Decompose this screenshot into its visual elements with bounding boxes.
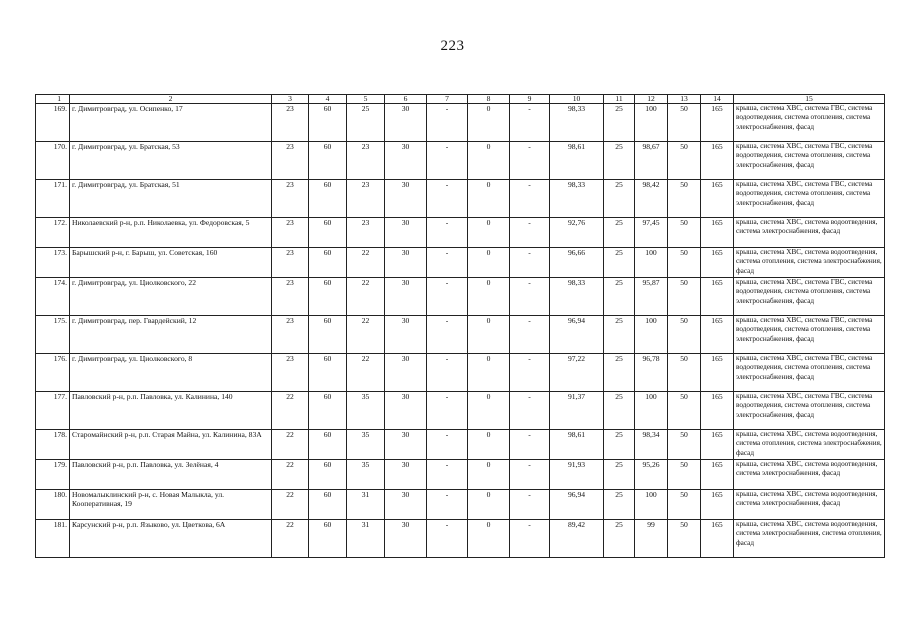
table-header-row bbox=[36, 95, 885, 104]
value-cell: 50 bbox=[668, 278, 701, 316]
works-cell: крыша, система ХВС, система ГВС, система водоотведения, система отопления, система электроснабжения, фасад bbox=[734, 316, 885, 354]
value-cell: 60 bbox=[309, 520, 347, 558]
value-cell: 50 bbox=[668, 142, 701, 180]
table-row bbox=[36, 520, 885, 558]
value-cell: 96,94 bbox=[550, 316, 604, 354]
value-cell: 91,37 bbox=[550, 392, 604, 430]
value-cell: - bbox=[510, 180, 550, 218]
value-cell: 91,93 bbox=[550, 460, 604, 490]
works-cell: крыша, система ХВС, система ГВС, система водоотведения, система отопления, система электроснабжения, фасад bbox=[734, 142, 885, 180]
value-cell: 165 bbox=[701, 460, 734, 490]
value-cell: - bbox=[427, 354, 468, 392]
value-cell: 165 bbox=[701, 278, 734, 316]
value-cell: 96,94 bbox=[550, 490, 604, 520]
value-cell: 60 bbox=[309, 218, 347, 248]
value-cell: 25 bbox=[604, 218, 635, 248]
works-cell: крыша, система ХВС, система водоотведения, система отопления, система электроснабжения, фасад bbox=[734, 430, 885, 460]
table-row bbox=[36, 142, 885, 180]
value-cell: 0 bbox=[468, 218, 510, 248]
value-cell: 98,61 bbox=[550, 142, 604, 180]
value-cell: 23 bbox=[272, 104, 309, 142]
address-cell: г. Димитровград, ул. Циолковского, 8 bbox=[70, 354, 272, 392]
value-cell: 92,76 bbox=[550, 218, 604, 248]
buildings-table bbox=[35, 94, 885, 558]
page-number: 223 bbox=[440, 38, 465, 54]
value-cell: 96,66 bbox=[550, 248, 604, 278]
value-cell: 0 bbox=[468, 392, 510, 430]
value-cell: - bbox=[427, 180, 468, 218]
value-cell: 98,34 bbox=[635, 430, 668, 460]
value-cell: - bbox=[427, 316, 468, 354]
value-cell: 25 bbox=[604, 460, 635, 490]
value-cell: 31 bbox=[347, 520, 385, 558]
table-row bbox=[36, 430, 885, 460]
value-cell: 25 bbox=[604, 354, 635, 392]
value-cell: 30 bbox=[385, 490, 427, 520]
column-header: 3 bbox=[272, 95, 309, 104]
value-cell: 35 bbox=[347, 430, 385, 460]
column-header: 13 bbox=[668, 95, 701, 104]
works-cell: крыша, система ХВС, система водоотведения, система электроснабжения, система отопления, фасад bbox=[734, 520, 885, 558]
column-header: 6 bbox=[385, 95, 427, 104]
value-cell: 89,42 bbox=[550, 520, 604, 558]
value-cell: 30 bbox=[385, 104, 427, 142]
value-cell: 96,78 bbox=[635, 354, 668, 392]
value-cell: 100 bbox=[635, 248, 668, 278]
table-row bbox=[36, 180, 885, 218]
value-cell: 60 bbox=[309, 460, 347, 490]
value-cell: 0 bbox=[468, 104, 510, 142]
table-row bbox=[36, 460, 885, 490]
address-cell: Старомайнский р-н, р.п. Старая Майна, ул. Калинина, 83А bbox=[70, 430, 272, 460]
value-cell: 165 bbox=[701, 248, 734, 278]
works-cell: крыша, система ХВС, система ГВС, система водоотведения, система отопления, система электроснабжения, фасад bbox=[734, 180, 885, 218]
value-cell: 98,42 bbox=[635, 180, 668, 218]
value-cell: 30 bbox=[385, 460, 427, 490]
table-row bbox=[36, 104, 885, 142]
value-cell: 98,61 bbox=[550, 430, 604, 460]
value-cell: 25 bbox=[604, 248, 635, 278]
value-cell: 25 bbox=[604, 490, 635, 520]
value-cell: - bbox=[427, 392, 468, 430]
value-cell: 25 bbox=[604, 316, 635, 354]
value-cell: 25 bbox=[604, 278, 635, 316]
value-cell: 0 bbox=[468, 430, 510, 460]
column-header: 12 bbox=[635, 95, 668, 104]
address-cell: Павловский р-н, р.п. Павловка, ул. Калинина, 140 bbox=[70, 392, 272, 430]
value-cell: 31 bbox=[347, 490, 385, 520]
value-cell: 60 bbox=[309, 180, 347, 218]
value-cell: - bbox=[427, 460, 468, 490]
value-cell: 23 bbox=[272, 248, 309, 278]
value-cell: 50 bbox=[668, 392, 701, 430]
value-cell: 22 bbox=[347, 248, 385, 278]
value-cell: 165 bbox=[701, 316, 734, 354]
value-cell: - bbox=[427, 248, 468, 278]
value-cell: 100 bbox=[635, 104, 668, 142]
column-header: 5 bbox=[347, 95, 385, 104]
value-cell: - bbox=[510, 142, 550, 180]
value-cell: 100 bbox=[635, 392, 668, 430]
value-cell: 50 bbox=[668, 218, 701, 248]
column-header: 10 bbox=[550, 95, 604, 104]
value-cell: - bbox=[510, 430, 550, 460]
value-cell: 35 bbox=[347, 460, 385, 490]
value-cell: 22 bbox=[347, 278, 385, 316]
value-cell: 25 bbox=[347, 104, 385, 142]
value-cell: - bbox=[510, 490, 550, 520]
value-cell: 23 bbox=[347, 142, 385, 180]
row-number: 170. bbox=[36, 142, 70, 180]
value-cell: 25 bbox=[604, 142, 635, 180]
row-number: 181. bbox=[36, 520, 70, 558]
table-row bbox=[36, 316, 885, 354]
value-cell: - bbox=[427, 218, 468, 248]
works-cell: крыша, система ХВС, система ГВС, система водоотведения, система отопления, система электроснабжения, фасад bbox=[734, 354, 885, 392]
value-cell: 165 bbox=[701, 354, 734, 392]
value-cell: 30 bbox=[385, 180, 427, 218]
value-cell: 50 bbox=[668, 460, 701, 490]
value-cell: - bbox=[427, 490, 468, 520]
value-cell: 99 bbox=[635, 520, 668, 558]
value-cell: 23 bbox=[272, 218, 309, 248]
value-cell: - bbox=[427, 520, 468, 558]
row-number: 177. bbox=[36, 392, 70, 430]
value-cell: 30 bbox=[385, 218, 427, 248]
value-cell: 23 bbox=[347, 180, 385, 218]
column-header: 4 bbox=[309, 95, 347, 104]
value-cell: 25 bbox=[604, 430, 635, 460]
value-cell: 50 bbox=[668, 180, 701, 218]
value-cell: 0 bbox=[468, 354, 510, 392]
value-cell: 60 bbox=[309, 316, 347, 354]
value-cell: 25 bbox=[604, 520, 635, 558]
value-cell: 60 bbox=[309, 142, 347, 180]
value-cell: 35 bbox=[347, 392, 385, 430]
address-cell: г. Димитровград, ул. Братская, 51 bbox=[70, 180, 272, 218]
address-cell: Николаевский р-н, р.п. Николаевка, ул. Федоровская, 5 bbox=[70, 218, 272, 248]
value-cell: 25 bbox=[604, 104, 635, 142]
value-cell: 30 bbox=[385, 392, 427, 430]
value-cell: 0 bbox=[468, 490, 510, 520]
row-number: 180. bbox=[36, 490, 70, 520]
value-cell: 100 bbox=[635, 490, 668, 520]
column-header: 9 bbox=[510, 95, 550, 104]
value-cell: - bbox=[427, 278, 468, 316]
value-cell: 60 bbox=[309, 354, 347, 392]
value-cell: - bbox=[510, 392, 550, 430]
value-cell: 50 bbox=[668, 490, 701, 520]
value-cell: 98,33 bbox=[550, 180, 604, 218]
column-header: 7 bbox=[427, 95, 468, 104]
value-cell: 165 bbox=[701, 392, 734, 430]
value-cell: 165 bbox=[701, 180, 734, 218]
row-number: 173. bbox=[36, 248, 70, 278]
row-number: 179. bbox=[36, 460, 70, 490]
value-cell: - bbox=[510, 354, 550, 392]
value-cell: 23 bbox=[272, 278, 309, 316]
value-cell: - bbox=[510, 278, 550, 316]
value-cell: 23 bbox=[347, 218, 385, 248]
value-cell: 25 bbox=[604, 392, 635, 430]
row-number: 171. bbox=[36, 180, 70, 218]
value-cell: 23 bbox=[272, 142, 309, 180]
value-cell: 165 bbox=[701, 218, 734, 248]
address-cell: Новомалыклинский р-н, с. Новая Малыкла, ул. Кооперативная, 19 bbox=[70, 490, 272, 520]
value-cell: 50 bbox=[668, 520, 701, 558]
value-cell: 30 bbox=[385, 520, 427, 558]
value-cell: 165 bbox=[701, 430, 734, 460]
value-cell: 0 bbox=[468, 248, 510, 278]
value-cell: 50 bbox=[668, 430, 701, 460]
value-cell: 50 bbox=[668, 316, 701, 354]
works-cell: крыша, система ХВС, система водоотведения, система электроснабжения, фасад bbox=[734, 218, 885, 248]
row-number: 169. bbox=[36, 104, 70, 142]
table-row bbox=[36, 490, 885, 520]
value-cell: - bbox=[510, 248, 550, 278]
value-cell: - bbox=[510, 316, 550, 354]
value-cell: 23 bbox=[272, 316, 309, 354]
address-cell: Павловский р-н, р.п. Павловка, ул. Зелёная, 4 bbox=[70, 460, 272, 490]
value-cell: 22 bbox=[272, 430, 309, 460]
row-number: 175. bbox=[36, 316, 70, 354]
value-cell: 23 bbox=[272, 180, 309, 218]
value-cell: 0 bbox=[468, 520, 510, 558]
value-cell: 98,67 bbox=[635, 142, 668, 180]
column-header: 2 bbox=[70, 95, 272, 104]
works-cell: крыша, система ХВС, система ГВС, система водоотведения, система отопления, система электроснабжения, фасад bbox=[734, 278, 885, 316]
address-cell: г. Димитровград, ул. Братская, 53 bbox=[70, 142, 272, 180]
value-cell: 60 bbox=[309, 104, 347, 142]
value-cell: 97,22 bbox=[550, 354, 604, 392]
row-number: 176. bbox=[36, 354, 70, 392]
value-cell: - bbox=[427, 430, 468, 460]
value-cell: 60 bbox=[309, 278, 347, 316]
address-cell: г. Димитровград, ул. Циолковского, 22 bbox=[70, 278, 272, 316]
value-cell: 165 bbox=[701, 520, 734, 558]
value-cell: - bbox=[510, 520, 550, 558]
column-header: 11 bbox=[604, 95, 635, 104]
value-cell: 95,26 bbox=[635, 460, 668, 490]
value-cell: - bbox=[510, 460, 550, 490]
column-header: 15 bbox=[734, 95, 885, 104]
value-cell: 0 bbox=[468, 460, 510, 490]
value-cell: - bbox=[510, 104, 550, 142]
table-row bbox=[36, 218, 885, 248]
value-cell: 60 bbox=[309, 392, 347, 430]
value-cell: 165 bbox=[701, 142, 734, 180]
value-cell: 50 bbox=[668, 248, 701, 278]
value-cell: 22 bbox=[272, 392, 309, 430]
value-cell: 22 bbox=[272, 460, 309, 490]
value-cell: 50 bbox=[668, 104, 701, 142]
value-cell: 98,33 bbox=[550, 104, 604, 142]
table-row bbox=[36, 248, 885, 278]
table-row bbox=[36, 392, 885, 430]
works-cell: крыша, система ХВС, система водоотведения, система отопления, система электроснабжения, фасад bbox=[734, 248, 885, 278]
value-cell: 0 bbox=[468, 180, 510, 218]
column-header: 8 bbox=[468, 95, 510, 104]
value-cell: - bbox=[510, 218, 550, 248]
works-cell: крыша, система ХВС, система водоотведения, система электроснабжения, фасад bbox=[734, 490, 885, 520]
value-cell: 50 bbox=[668, 354, 701, 392]
value-cell: 30 bbox=[385, 316, 427, 354]
value-cell: 30 bbox=[385, 278, 427, 316]
value-cell: 23 bbox=[272, 354, 309, 392]
value-cell: 22 bbox=[347, 354, 385, 392]
value-cell: 22 bbox=[272, 520, 309, 558]
value-cell: 22 bbox=[272, 490, 309, 520]
value-cell: 97,45 bbox=[635, 218, 668, 248]
table-row bbox=[36, 278, 885, 316]
value-cell: 95,87 bbox=[635, 278, 668, 316]
works-cell: крыша, система ХВС, система водоотведения, система электроснабжения, фасад bbox=[734, 460, 885, 490]
value-cell: 100 bbox=[635, 316, 668, 354]
table-row bbox=[36, 354, 885, 392]
column-header: 1 bbox=[36, 95, 70, 104]
address-cell: Карсунский р-н, р.п. Языково, ул. Цветкова, 6А bbox=[70, 520, 272, 558]
value-cell: 30 bbox=[385, 430, 427, 460]
value-cell: 25 bbox=[604, 180, 635, 218]
row-number: 178. bbox=[36, 430, 70, 460]
value-cell: 0 bbox=[468, 316, 510, 354]
address-cell: г. Димитровград, пер. Гвардейский, 12 bbox=[70, 316, 272, 354]
row-number: 174. bbox=[36, 278, 70, 316]
value-cell: 30 bbox=[385, 354, 427, 392]
works-cell: крыша, система ХВС, система ГВС, система водоотведения, система отопления, система электроснабжения, фасад bbox=[734, 392, 885, 430]
value-cell: 165 bbox=[701, 104, 734, 142]
value-cell: 60 bbox=[309, 490, 347, 520]
value-cell: 0 bbox=[468, 142, 510, 180]
value-cell: 60 bbox=[309, 430, 347, 460]
value-cell: 0 bbox=[468, 278, 510, 316]
value-cell: 165 bbox=[701, 490, 734, 520]
value-cell: 30 bbox=[385, 142, 427, 180]
value-cell: - bbox=[427, 104, 468, 142]
value-cell: 30 bbox=[385, 248, 427, 278]
row-number: 172. bbox=[36, 218, 70, 248]
value-cell: 98,33 bbox=[550, 278, 604, 316]
value-cell: 60 bbox=[309, 248, 347, 278]
column-header: 14 bbox=[701, 95, 734, 104]
address-cell: г. Димитровград, ул. Осипенко, 17 bbox=[70, 104, 272, 142]
value-cell: 22 bbox=[347, 316, 385, 354]
works-cell: крыша, система ХВС, система ГВС, система водоотведения, система отопления, система электроснабжения, фасад bbox=[734, 104, 885, 142]
address-cell: Барышский р-н, г. Барыш, ул. Советская, 160 bbox=[70, 248, 272, 278]
value-cell: - bbox=[427, 142, 468, 180]
